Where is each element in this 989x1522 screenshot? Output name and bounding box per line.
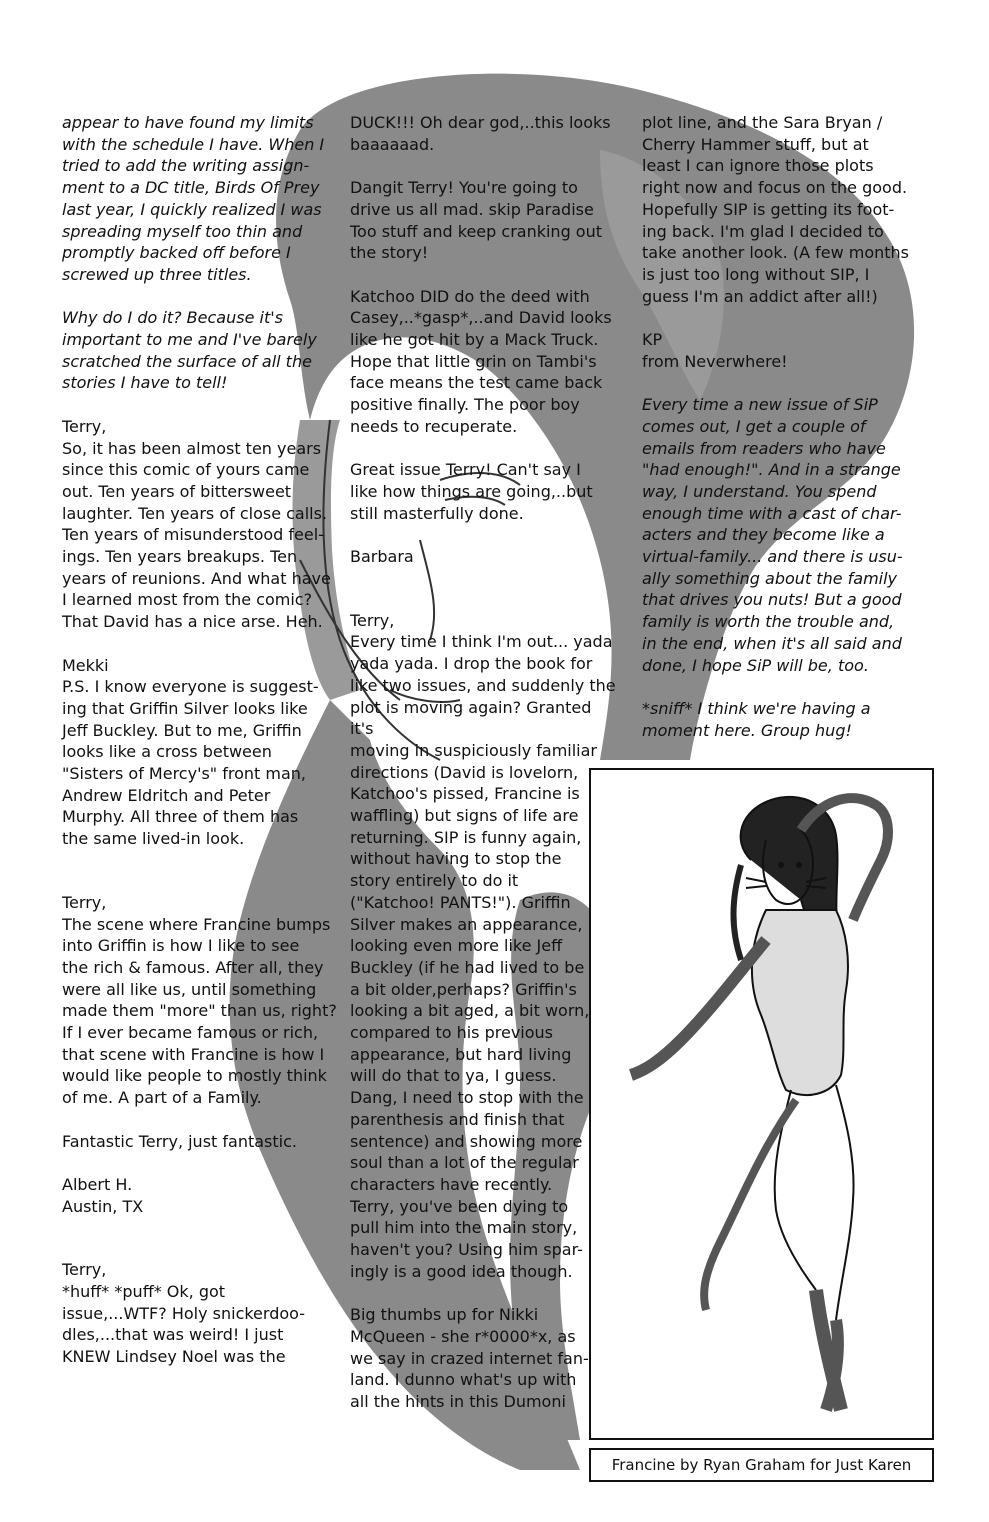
letter-paragraph: Mekki P.S. I know everyone is suggest- ing that Griffin Silver looks like Jeff Buckley. But to me, Griffin looks like a cross between "Sisters of Mercy's" front man, Andrew Eldritch and Peter Murphy. All three of them has the same lived-in look. — [62, 655, 319, 849]
letter-paragraph: Terry, So, it has been almost ten years since this comic of yours came out. Ten years of bittersweet laughter. Ten years of close calls. Ten years of misunderstood feel- ings. Ten years breakups. Ten years of reunions. And what have I learned most from the comic? That David has a nice arse. Heh. — [62, 416, 331, 632]
letter-paragraph: Fantastic Terry, just fantastic. — [62, 1131, 297, 1151]
letter-signature: Barbara — [350, 547, 414, 566]
editor-response: *sniff* I think we're having a moment here. Group hug! — [642, 698, 871, 740]
letter-paragraph: Terry, *huff* *puff* Ok, got issue,...WTF? Holy snickerdoo- dles,...that was weird! I just KNEW Lindsey Noel was the — [62, 1260, 305, 1367]
letter-signature: Albert H. Austin, TX — [62, 1174, 144, 1216]
editor-response: Every time a new issue of SiP comes out, I get a couple of emails from readers who have "had enough!". And in a strange way, I understand. You spend enough time with a cast of char- acters and they become like a virtual-family... and there is usu- ally something about the family that drives you nuts! But a good family is worth the trouble and, in the end, when it's all said and done, I hope SiP will be, too. — [642, 395, 903, 675]
letter-paragraph: plot line, and the Sara Bryan / Cherry Hammer stuff, but at least I can ignore those plots right now and focus on the good. Hopefully SIP is getting its foot- ing back. I'm glad I decided to take another look. (A few months is just too long without SIP, I guess I'm an addict after all!) — [642, 113, 910, 306]
letters-column-left — [62, 112, 340, 1368]
letter-paragraph: Terry, The scene where Francine bumps into Griffin is how I like to see the rich & famous. After all, they were all like us, until something made them "more" than us, right? If I ever became famous or rich, that scene with Francine is how I would like people to mostly think of me. A part of a Family. — [62, 892, 337, 1108]
letters-column-middle — [350, 112, 618, 1413]
letter-paragraph: Terry, Every time I think I'm out... yada yada yada. I drop the book for like two issues, and suddenly the plot is moving again? Granted it's moving in suspiciously familiar directions (David is lovelorn, Katchoo's pissed, Francine is waffling) but signs of life are returning. SIP is funny again, without having to stop the story entirely to do it ("Katchoo! PANTS!"). Griffin Silver makes an appearance, looking even more like Jeff Buckley (if he had lived to be a bit older,perhaps? Griffin's looking a bit aged, a bit worn, compared to his previous appearance, but hard living will do that to ya, I guess. Dang, I need to stop with the parenthesis and finish that sentence) and showing more soul than a lot of the regular characters have recently. Terry, you've been dying to pull him into the main story, haven't you? Using him spar- ingly is a good idea though. — [350, 610, 616, 1281]
letter-paragraph: Great issue Terry! Can't say I like how things are going,..but still masterfully done. — [350, 460, 593, 523]
illustration-caption-text: Francine by Ryan Graham for Just Karen — [611, 1456, 912, 1474]
letter-paragraph: Big thumbs up for Nikki McQueen - she r*0000*x, as we say in crazed internet fan- land. I dunno what's up with all the hints in this Dumoni — [350, 1305, 589, 1411]
francine-illustration — [589, 768, 934, 1440]
letters-column-right — [642, 112, 932, 741]
letter-paragraph: Why do I do it? Because it's important to me and I've barely scratched the surface of all the stories I have to tell! — [62, 308, 317, 393]
letter-paragraph: Katchoo DID do the deed with Casey,..*gasp*,..and David looks like he got hit by a Mack Truck. Hope that little grin on Tambi's face means the test came back positive finally. The poor boy needs to recuperate. — [350, 286, 612, 436]
letter-paragraph: Dangit Terry! You're going to drive us all mad. skip Paradise Too stuff and keep cranking out the story! — [350, 178, 603, 263]
letter-paragraph: DUCK!!! Oh dear god,..this looks baaaaaad. — [350, 113, 611, 154]
letter-signature: KP from Neverwhere! — [642, 330, 788, 371]
illustration-caption — [589, 1448, 934, 1482]
francine-drawing — [591, 770, 932, 1438]
letter-paragraph: appear to have found my limits with the schedule I have. When I tried to add the writing assign- ment to a DC title, Birds Of Prey last year, I quickly realized I was spreading myself too thin and promptly backed off before I screwed up three titles. — [62, 113, 325, 284]
